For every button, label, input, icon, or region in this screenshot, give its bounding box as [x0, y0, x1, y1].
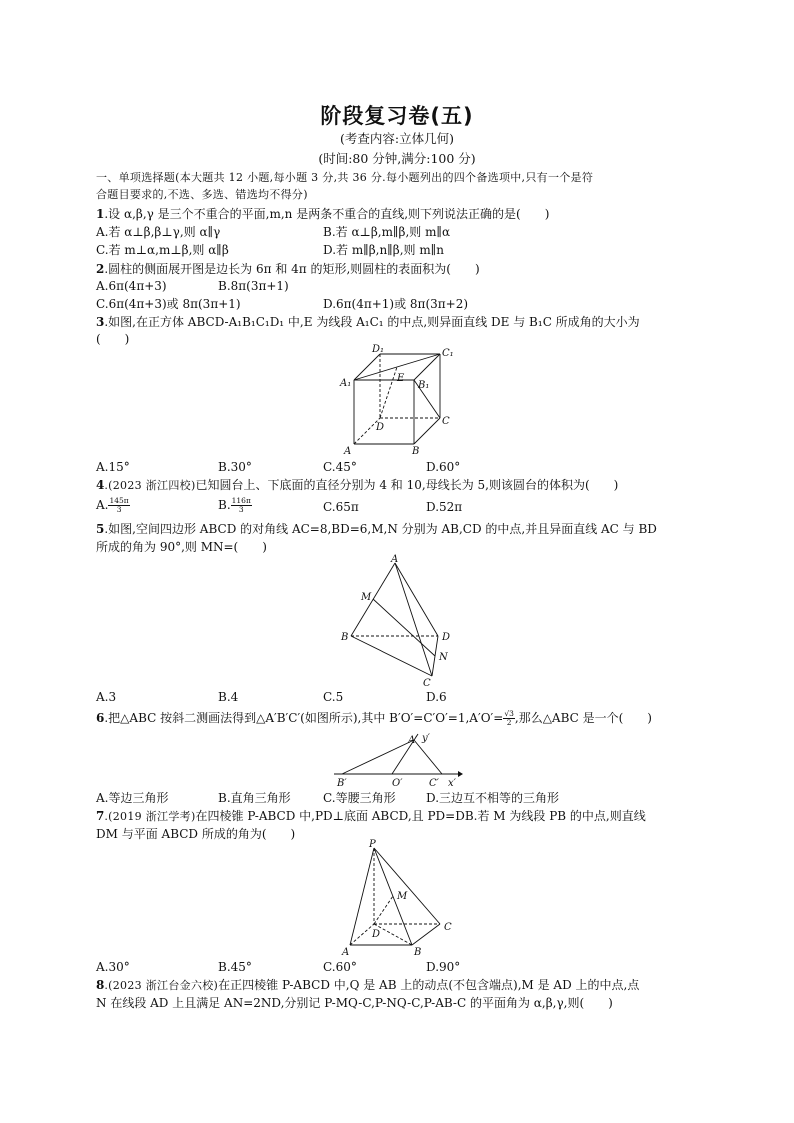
tetra-label-c: C — [423, 678, 431, 689]
cube-label-d: D — [376, 422, 385, 433]
question-5-option-b: B.4 — [218, 690, 239, 704]
question-2-option-d: D.6π(4π+1)或 8π(3π+2) — [323, 297, 469, 311]
section-heading-cont: 合题目要求的,不选、多选、错选均不得分) — [96, 188, 308, 201]
question-7-option-a: A.30° — [96, 960, 130, 974]
question-2-option-a: A.6π(4π+3) — [96, 279, 167, 293]
cube-figure — [338, 344, 468, 456]
question-6-option-c: C.等腰三角形 — [323, 791, 396, 805]
question-1-option-c: C.若 m⊥α,m⊥β,则 α∥β — [96, 243, 229, 257]
pyramid-figure — [334, 838, 464, 960]
question-7-stem-cont: DM 与平面 ABCD 所成的角为( ) — [96, 827, 296, 841]
question-7-option-d: D.90° — [426, 960, 461, 974]
question-1-stem: 1.设 α,β,γ 是三个不重合的平面,m,n 是两条不重合的直线,则下列说法正确的是( ) — [96, 207, 550, 221]
question-7-option-c: C.60° — [323, 960, 357, 974]
oblique-label-x: x′ — [448, 778, 456, 789]
question-4-option-a: A. $\frac{145\pi}{3}$ — [96, 496, 129, 514]
question-5-option-d: D.6 — [426, 690, 447, 704]
exam-scope: (考查内容:立体几何) — [340, 131, 454, 146]
section-heading: 一、单项选择题(本大题共 12 小题,每小题 3 分,共 36 分.每小题列出的四个备选项中,只有一个是符 — [96, 171, 594, 184]
question-4-stem: 4.(2023 浙江四校)已知圆台上、下底面的直径分别为 4 和 10,母线长为 5,则该圆台的体积为( ) — [96, 478, 619, 492]
cube-label-a1: A₁ — [340, 378, 352, 389]
question-7-option-b: B.45° — [218, 960, 252, 974]
question-4-option-d: D.52π — [426, 500, 463, 514]
pyramid-label-p: P — [369, 839, 376, 850]
tetra-label-d: D — [442, 632, 451, 643]
exam-time: (时间:80 分钟,满分:100 分) — [318, 151, 476, 166]
cube-label-c1: C₁ — [442, 348, 454, 359]
question-7-stem: 7.(2019 浙江学考)在四棱锥 P-ABCD 中,PD⊥底面 ABCD,且 PD=DB.若 M 为线段 PB 的中点,则直线 — [96, 809, 646, 823]
question-2-stem: 2.圆柱的侧面展开图是边长为 6π 和 4π 的矩形,则圆柱的表面积为( ) — [96, 262, 480, 276]
pyramid-label-a: A — [342, 947, 350, 958]
cube-label-a: A — [344, 446, 352, 457]
question-1-option-b: B.若 α⊥β,m∥β,则 m∥α — [323, 225, 451, 239]
cube-label-c: C — [442, 416, 450, 427]
pyramid-label-d: D — [372, 929, 381, 940]
question-6-stem: 6.把△ABC 按斜二测画法得到△A′B′C′(如图所示),其中 B′O′=C′O′=1,A′O′= $\frac{√3}{2}$ ,那么△ABC 是一个( ) — [96, 709, 652, 727]
question-3-option-a: A.15° — [96, 460, 130, 474]
tetra-label-a: A — [391, 554, 399, 565]
cube-label-b: B — [412, 446, 420, 457]
cube-label-d1: D₁ — [372, 344, 385, 355]
question-8-stem-cont: N 在线段 AD 上且满足 AN=2ND,分别记 P-MQ-C,P-NQ-C,P-AB-C 的平面角为 α,β,γ,则( ) — [96, 996, 613, 1010]
pyramid-label-b: B — [414, 947, 422, 958]
question-1-option-a: A.若 α⊥β,β⊥γ,则 α∥γ — [96, 225, 221, 239]
question-6-option-a: A.等边三角形 — [96, 791, 169, 805]
question-5-option-a: A.3 — [96, 690, 117, 704]
tetra-label-n: N — [439, 652, 448, 663]
page-title: 阶段复习卷(五) — [320, 104, 474, 128]
oblique-label-o: O′ — [392, 778, 403, 789]
question-1-option-d: D.若 m∥β,n∥β,则 m∥n — [323, 243, 444, 257]
pyramid-label-m: M — [397, 891, 408, 902]
tetra-label-m: M — [361, 592, 372, 603]
question-6-option-d: D.三边互不相等的三角形 — [426, 791, 560, 805]
oblique-label-c: C′ — [429, 778, 439, 789]
question-8-stem: 8.(2023 浙江台金六校)在正四棱锥 P-ABCD 中,Q 是 AB 上的动点(不包含端点),M 是 AD 上的中点,点 — [96, 978, 640, 992]
tetra-label-b: B — [341, 632, 349, 643]
question-5-stem-cont: 所成的角为 90°,则 MN=( ) — [96, 540, 267, 554]
question-4-option-c: C.65π — [323, 500, 359, 514]
question-3-option-d: D.60° — [426, 460, 461, 474]
oblique-label-y: y′ — [422, 733, 430, 744]
question-2-option-c: C.6π(4π+3)或 8π(3π+1) — [96, 297, 241, 311]
oblique-label-a: A′ — [408, 735, 418, 746]
question-3-stem-cont: ( ) — [96, 332, 130, 346]
tetrahedron-figure — [335, 553, 465, 688]
question-5-option-c: C.5 — [323, 690, 344, 704]
question-3-option-b: B.30° — [218, 460, 252, 474]
question-3-option-c: C.45° — [323, 460, 357, 474]
question-6-option-b: B.直角三角形 — [218, 791, 291, 805]
question-2-option-b: B.8π(3π+1) — [218, 279, 289, 293]
question-4-option-b: B. $\frac{116\pi}{3}$ — [218, 496, 251, 514]
question-3-stem: 3.如图,在正方体 ABCD-A₁B₁C₁D₁ 中,E 为线段 A₁C₁ 的中点,则异面直线 DE 与 B₁C 所成角的大小为 — [96, 315, 640, 329]
oblique-label-b: B′ — [337, 778, 347, 789]
cube-label-b1: B₁ — [418, 380, 430, 391]
cube-label-e: E — [397, 373, 405, 384]
pyramid-label-c: C — [444, 922, 452, 933]
question-5-stem: 5.如图,空间四边形 ABCD 的对角线 AC=8,BD=6,M,N 分别为 AB,CD 的中点,并且异面直线 AC 与 BD — [96, 522, 657, 536]
oblique-triangle-figure — [330, 728, 465, 788]
